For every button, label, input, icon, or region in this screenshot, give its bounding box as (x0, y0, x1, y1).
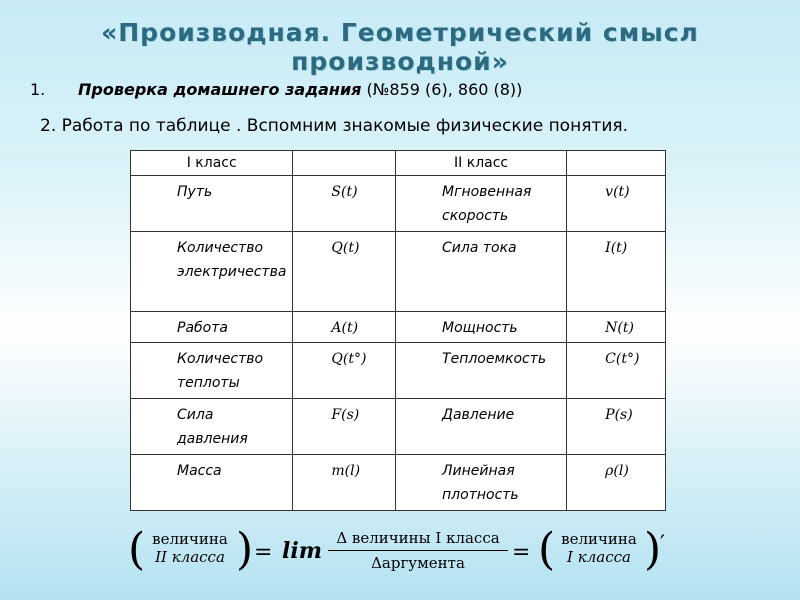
left-paren-close: ) (236, 524, 254, 575)
class2-symbol: ρ(l) (567, 455, 666, 511)
class2-quantity: Линейная плотность (396, 455, 567, 511)
class2-symbol: P(s) (567, 399, 666, 455)
left-quantity-word: величина (152, 530, 228, 548)
right-paren-close: ) (644, 524, 662, 575)
class2-quantity: Сила тока (396, 232, 567, 312)
class1-quantity: Путь (131, 176, 293, 232)
table-row (131, 399, 666, 455)
physics-table (130, 150, 666, 511)
class2-symbol: N(t) (567, 312, 666, 343)
class1-symbol: F(s) (293, 399, 396, 455)
right-paren: ( (538, 524, 556, 575)
list-item-number: 1. (30, 80, 46, 99)
class1-symbol: m(l) (293, 455, 396, 511)
class1-symbol: Q(t°) (293, 343, 396, 399)
derivative-formula (128, 526, 688, 582)
equals-sign-1: = (254, 540, 273, 565)
list-item-text (78, 80, 548, 100)
table-row (131, 176, 666, 232)
left-paren: ( (128, 524, 146, 575)
class1-quantity: Работа (131, 312, 293, 343)
class2-symbol: v(t) (567, 176, 666, 232)
left-quantity-class: II класса (155, 548, 225, 566)
class2-symbol: I(t) (567, 232, 666, 312)
class2-quantity: Мощность (396, 312, 567, 343)
header-class-2: II класс (396, 151, 567, 176)
homework-check-label: Проверка домашнего задания (78, 80, 362, 99)
fraction-denominator: Δаргумента (371, 554, 465, 572)
header-class-1: I класс (131, 151, 293, 176)
equals-sign-2: = (512, 540, 531, 565)
header-blank-2 (567, 151, 666, 176)
class2-quantity: Мгновенная скорость (396, 176, 567, 232)
class2-symbol: C(t°) (567, 343, 666, 399)
right-quantity-class: I класса (567, 548, 631, 566)
table-row (131, 455, 666, 511)
fraction-bar (328, 550, 508, 551)
table-row (131, 232, 666, 312)
class1-symbol: S(t) (293, 176, 396, 232)
header-blank-1 (293, 151, 396, 176)
fraction (328, 528, 508, 573)
class1-quantity: Количество электричества (131, 232, 293, 312)
right-quantity-word: величина (561, 530, 637, 548)
limit-symbol: lim (282, 538, 322, 564)
class1-quantity: Масса (131, 455, 293, 511)
left-quantity (144, 530, 236, 566)
homework-numbers: (№859 (6), 860 (8)) (361, 80, 523, 99)
list-item-2: 2. Работа по таблице . Вспомним знакомые физические понятия. (40, 116, 629, 136)
fraction-numerator: Δ величины I класса (336, 529, 500, 547)
right-quantity (554, 530, 644, 566)
class1-symbol: A(t) (293, 312, 396, 343)
class2-quantity: Теплоемкость (396, 343, 567, 399)
class1-quantity: Сила давления (131, 399, 293, 455)
class1-quantity: Количество теплоты (131, 343, 293, 399)
class2-quantity: Давление (396, 399, 567, 455)
prime-mark: ′ (660, 532, 665, 557)
table-row (131, 343, 666, 399)
table-header-row (131, 151, 666, 176)
class1-symbol: Q(t) (293, 232, 396, 312)
table-row (131, 312, 666, 343)
slide-title: «Производная. Геометрический смысл производной» (101, 18, 699, 76)
